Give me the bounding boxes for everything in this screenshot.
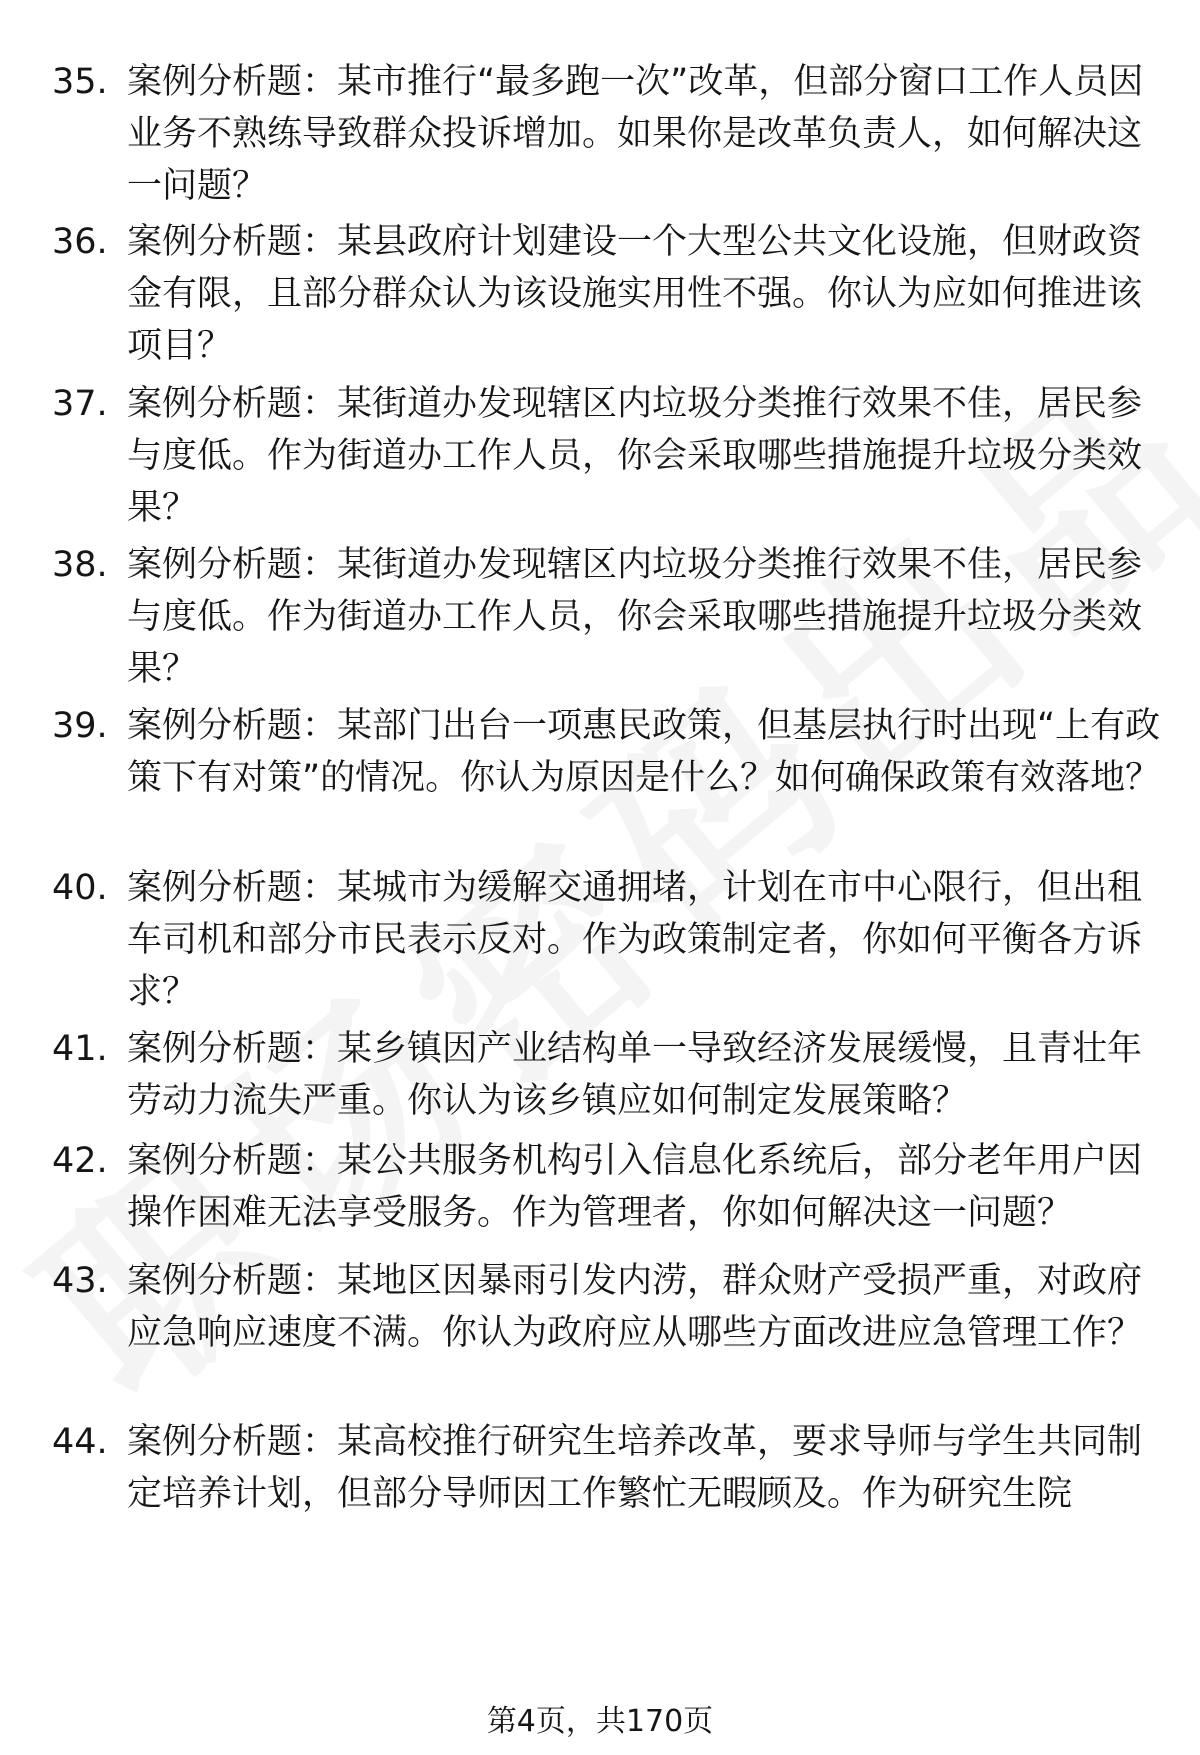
question-number: 42.: [52, 1141, 108, 1181]
question-item-41: [52, 1023, 1162, 1127]
question-item-40: [52, 862, 1162, 1018]
question-text: 案例分析题：某高校推行研究生培养改革，要求导师与学生共同制定培养计划，但部分导师因工作繁忙无暇顾及。作为研究生院: [127, 1422, 1143, 1514]
question-number: 41.: [52, 1029, 108, 1069]
question-number: 35.: [52, 62, 108, 102]
question-item-35: [52, 56, 1162, 212]
question-text: 案例分析题：某乡镇因产业结构单一导致经济发展缓慢，且青壮年劳动力流失严重。你认为该乡镇应如何制定发展策略？: [127, 1029, 1143, 1121]
question-item-43: [52, 1255, 1162, 1359]
question-number: 40.: [52, 868, 108, 908]
question-item-42: [52, 1135, 1162, 1239]
question-text: 案例分析题：某街道办发现辖区内垃圾分类推行效果不佳，居民参与度低。作为街道办工作人员，你会采取哪些措施提升垃圾分类效果？: [127, 545, 1143, 689]
question-item-37: [52, 378, 1162, 534]
question-text: 案例分析题：某部门出台一项惠民政策，但基层执行时出现“上有政策下有对策”的情况。你认为原因是什么？如何确保政策有效落地？: [127, 706, 1161, 798]
question-text: 案例分析题：某街道办发现辖区内垃圾分类推行效果不佳，居民参与度低。作为街道办工作人员，你会采取哪些措施提升垃圾分类效果？: [127, 384, 1143, 528]
question-item-39: [52, 700, 1162, 804]
question-item-36: [52, 216, 1162, 372]
question-item-44: [52, 1416, 1162, 1520]
question-number: 37.: [52, 384, 108, 424]
question-text: 案例分析题：某公共服务机构引入信息化系统后，部分老年用户因操作困难无法享受服务。作为管理者，你如何解决这一问题？: [127, 1141, 1143, 1233]
question-text: 案例分析题：某城市为缓解交通拥堵，计划在市中心限行，但出租车司机和部分市民表示反对。作为政策制定者，你如何平衡各方诉求？: [127, 868, 1143, 1012]
question-item-38: [52, 539, 1162, 695]
question-text: 案例分析题：某地区因暴雨引发内涝，群众财产受损严重，对政府应急响应速度不满。你认为政府应从哪些方面改进应急管理工作？: [127, 1261, 1143, 1353]
question-number: 36.: [52, 222, 108, 262]
question-number: 44.: [52, 1422, 108, 1462]
question-number: 39.: [52, 706, 108, 746]
question-text: 案例分析题：某县政府计划建设一个大型公共文化设施，但财政资金有限，且部分群众认为该设施实用性不强。你认为应如何推进该项目？: [127, 222, 1143, 366]
page-footer: 第4页，共170页: [486, 1704, 714, 1739]
question-number: 38.: [52, 545, 108, 585]
question-text: 案例分析题：某市推行“最多跑一次”改革，但部分窗口工作人员因业务不熟练导致群众投诉增加。如果你是改革负责人，如何解决这一问题？: [127, 62, 1144, 206]
question-number: 43.: [52, 1261, 108, 1301]
